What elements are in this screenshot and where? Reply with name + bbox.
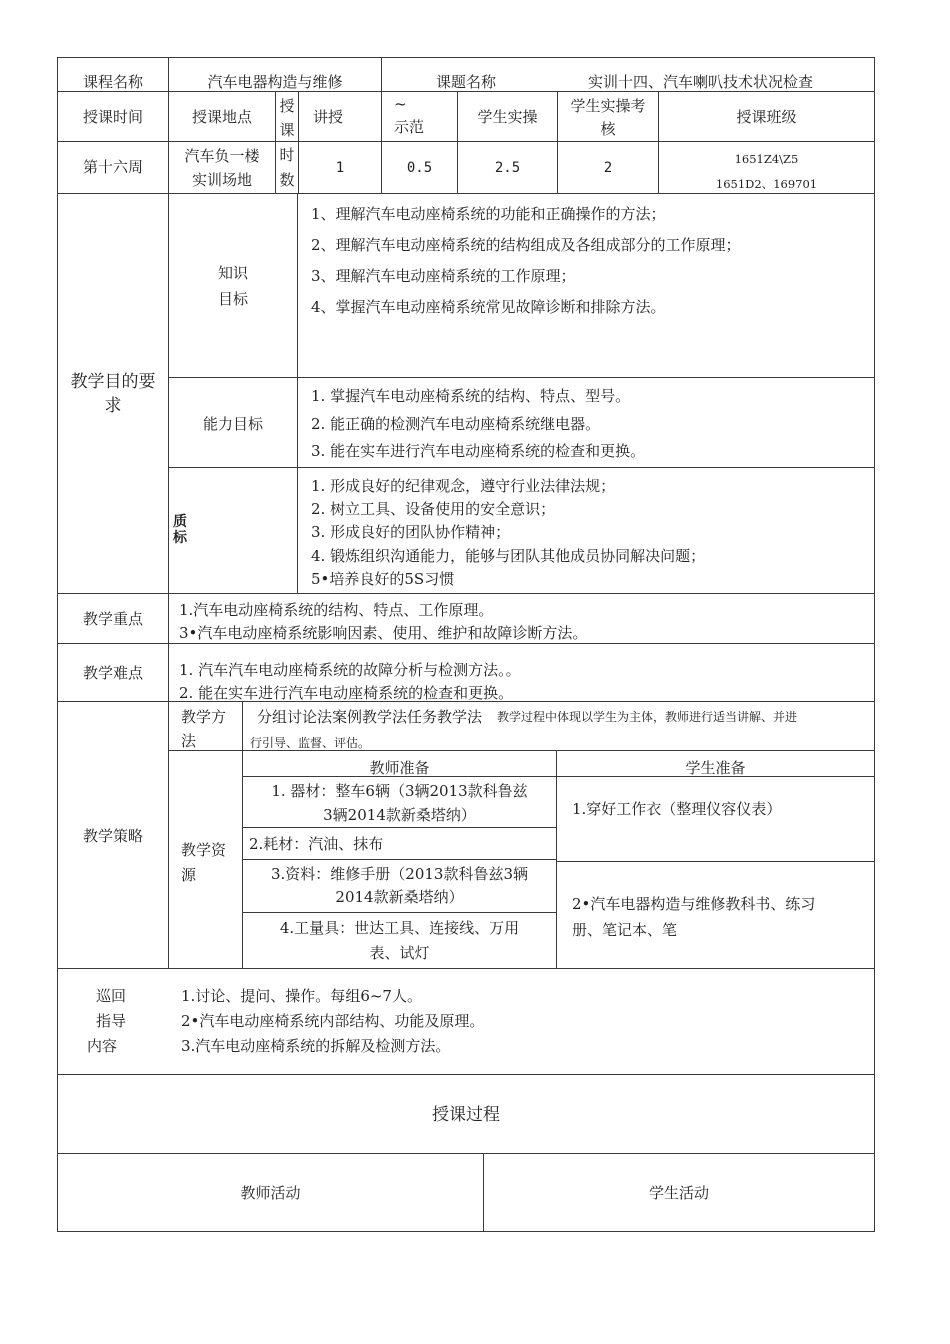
teacher-prep-item: 2.耗材：汽油、抹布 xyxy=(249,835,384,853)
method-main: 分组讨论法案例教学法任务教学法 xyxy=(257,708,483,726)
demo-value: 0.5 xyxy=(406,160,433,176)
method-note-2: 行引导、监督、评估。 xyxy=(250,736,371,750)
place-value-2: 实训场地 xyxy=(191,171,252,189)
ability-goal-label: 能力目标 xyxy=(202,415,263,433)
col-line xyxy=(168,193,169,593)
knowledge-item: 4、掌握汽车电动座椅系统常见故障诊断和排除方法。 xyxy=(311,298,666,316)
knowledge-item: 3、理解汽车电动座椅系统的工作原理； xyxy=(311,267,576,285)
objectives-label: 教学目的要 xyxy=(70,372,156,392)
student-prep-header: 学生准备 xyxy=(685,759,746,777)
teacher-prep-item: 4.工量具：世达工具、连接线、万用 xyxy=(279,919,520,937)
row-line xyxy=(168,467,875,468)
difficulty-item: 2. 能在实车进行汽车电动座椅系统的检查和更换。 xyxy=(179,684,514,702)
demo-label-tilde: ~ xyxy=(394,95,407,113)
method-label: 教学方 xyxy=(181,708,227,726)
guidance-item: 3.汽车电动座椅系统的拆解及检测方法。 xyxy=(181,1037,451,1055)
table-border-top xyxy=(57,57,875,58)
class-value-2: 1651D2、169701 xyxy=(715,177,818,191)
place-label: 授课地点 xyxy=(191,108,252,126)
teacher-prep-header: 教师准备 xyxy=(369,759,430,777)
practice-label: 学生实操 xyxy=(477,108,538,126)
col-line xyxy=(297,193,298,593)
resources-label: 教学资 xyxy=(181,841,227,859)
teacher-activity-header: 教师活动 xyxy=(240,1184,301,1202)
ability-item: 1. 掌握汽车电动座椅系统的结构、特点、型号。 xyxy=(311,387,631,405)
quality-item: 5•培养良好的5S习惯 xyxy=(311,570,455,588)
table-border-right xyxy=(874,57,875,1232)
course-name-value: 汽车电器构造与维修 xyxy=(207,73,343,91)
quality-item: 2. 树立工具、设备使用的安全意识； xyxy=(311,500,556,518)
guidance-item: 2•汽车电动座椅系统内部结构、功能及原理。 xyxy=(181,1012,485,1030)
student-activity-header: 学生活动 xyxy=(648,1184,709,1202)
key-point-item: 3•汽车电动座椅系统影响因素、使用、维护和故障诊断方法。 xyxy=(179,624,588,642)
quality-goal-label: 质 xyxy=(173,514,187,530)
row-line xyxy=(57,643,875,644)
knowledge-item: 1、理解汽车电动座椅系统的功能和正确操作的方法； xyxy=(311,205,666,223)
col-line xyxy=(168,593,169,968)
resources-label-2: 源 xyxy=(181,866,197,884)
key-point-item: 1.汽车电动座椅系统的结构、特点、工作原理。 xyxy=(179,601,494,619)
student-prep-item-cont: 册、笔记本、笔 xyxy=(572,921,678,939)
method-note: 教学过程中体现以学生为主体，教师进行适当讲解、并进 xyxy=(497,710,798,724)
student-prep-item: 2•汽车电器构造与维修教科书、练习 xyxy=(572,895,816,913)
exam-value: 2 xyxy=(603,160,613,176)
row-line xyxy=(57,141,875,142)
row-line xyxy=(57,1074,875,1075)
place-value: 汽车负一楼 xyxy=(184,147,260,165)
teacher-prep-item: 1. 器材：整车6辆（3辆2013款科鲁兹 xyxy=(271,782,528,800)
knowledge-goal-label: 知识 xyxy=(217,264,248,282)
row-line xyxy=(242,859,556,860)
row-line xyxy=(57,593,875,594)
knowledge-goal-label-2: 目标 xyxy=(217,290,248,308)
key-points-label: 教学重点 xyxy=(82,610,143,628)
guidance-label: 巡回 xyxy=(96,987,127,1005)
student-prep-item: 1.穿好工作衣（整理仪容仪表） xyxy=(572,800,782,818)
teacher-prep-item-cont: 表、试灯 xyxy=(369,944,430,962)
row-line xyxy=(556,861,875,862)
class-value: 1651Z4\Z5 xyxy=(734,152,799,166)
teacher-prep-item-cont: 3辆2014款新桑塔纳） xyxy=(323,806,476,824)
hours-label-char: 数 xyxy=(279,171,295,189)
strategy-label: 教学策略 xyxy=(82,827,143,845)
ability-item: 3. 能在实车进行汽车电动座椅系统的检查和更换。 xyxy=(311,442,646,460)
quality-item: 4. 锻炼组织沟通能力，能够与团队其他成员协同解决问题； xyxy=(311,547,706,565)
lecture-value: 1 xyxy=(335,160,345,176)
hours-label-char: 时 xyxy=(279,146,295,164)
col-line xyxy=(381,57,382,91)
class-label: 授课班级 xyxy=(736,108,797,126)
exam-label-2: 核 xyxy=(600,120,616,138)
row-line xyxy=(57,968,875,969)
exam-label: 学生实操考 xyxy=(570,97,646,115)
teacher-prep-item: 3.资料：维修手册（2013款科鲁兹3辆 xyxy=(270,865,529,883)
practice-value: 2.5 xyxy=(494,160,521,176)
table-border-bottom xyxy=(57,1231,875,1232)
lecture-label: 讲授 xyxy=(313,108,344,126)
guidance-label-2: 指导 xyxy=(96,1012,127,1030)
teacher-prep-item-cont: 2014款新桑塔纳） xyxy=(335,888,464,906)
hours-label-char: 课 xyxy=(279,121,295,139)
topic-value: 实训十四、汽车喇叭技术状况检查 xyxy=(588,73,814,91)
objectives-label-2: 求 xyxy=(104,396,122,416)
guidance-item: 1.讨论、提问、操作。每组6~7人。 xyxy=(181,987,422,1005)
quality-item: 1. 形成良好的纪律观念，遵守行业法律法规； xyxy=(311,477,616,495)
knowledge-item: 2、理解汽车电动座椅系统的结构组成及各组成部分的工作原理； xyxy=(311,236,741,254)
time-label: 授课时间 xyxy=(82,108,143,126)
process-title: 授课过程 xyxy=(432,1105,500,1125)
row-line xyxy=(242,827,556,828)
row-line xyxy=(57,1153,875,1154)
topic-label: 课题名称 xyxy=(436,73,497,91)
quality-goal-label-2: 标 xyxy=(173,530,187,546)
quality-item: 3. 形成良好的团队协作精神； xyxy=(311,523,511,541)
demo-label: 示范 xyxy=(394,118,425,136)
difficulty-item: 1. 汽车汽车电动座椅系统的故障分析与检测方法。。 xyxy=(179,661,521,679)
hours-label-char: 授 xyxy=(279,97,295,115)
row-line xyxy=(242,912,556,913)
row-line xyxy=(168,377,875,378)
ability-item: 2. 能正确的检测汽车电动座椅系统继电器。 xyxy=(311,415,601,433)
time-value: 第十六周 xyxy=(82,158,143,176)
guidance-label-3: 内容 xyxy=(87,1037,118,1055)
course-name-label: 课程名称 xyxy=(82,73,143,91)
method-label-2: 法 xyxy=(181,732,197,750)
col-line xyxy=(556,750,557,968)
difficulties-label: 教学难点 xyxy=(82,664,143,682)
table-border-left xyxy=(57,57,58,1232)
